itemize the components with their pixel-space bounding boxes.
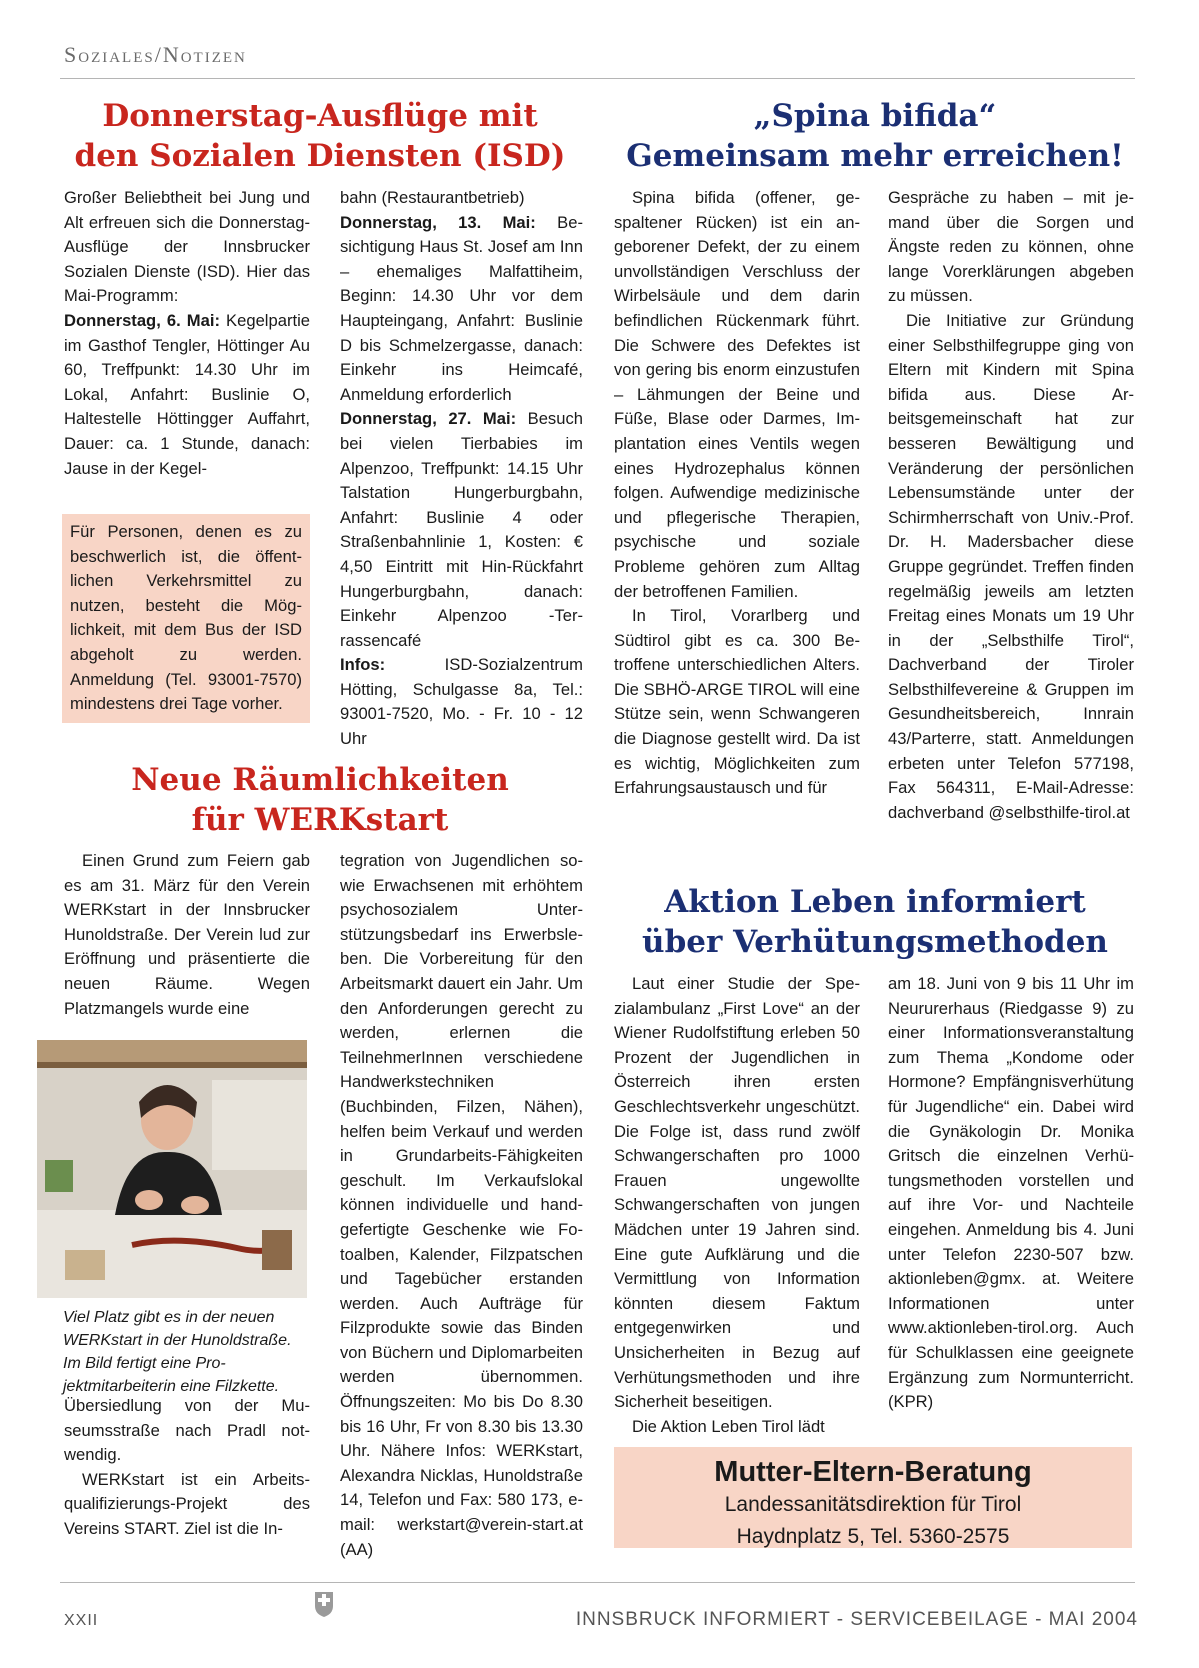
article3-para-3: Gespräche zu haben – mit jemand über die Sorgen und Ängste reden zu können, ohne lange Vorerklärungen abgeben zu müssen. bbox=[888, 188, 1134, 306]
article1-headline bbox=[60, 96, 580, 176]
article1-event-2: Donnerstag, 13. Mai: Besichtigung Haus St. Josef am Inn – ehemaliges Malfattiheim, Beginn: 14.30 Uhr vor dem Haupteingang, Anfahrt: Buslinie D bis Schmelzergasse, danach: Einkehr ins Heimcafé, Anmeldung erforderlich bbox=[340, 212, 583, 404]
article4-para-3: am 18. Juni von 9 bis 11 Uhr im Neururerhaus (Riedgasse 9) zu einer Informationsveranstaltung zum Thema „Kondome oder Hormone? Empfängnisverhütung für Jugendliche“ ein. Dabei wird die Gynäkologin Dr. Monika Gritsch die einzelnen Verhütungsmethoden vorstellen und auf ihre Vor- und Nachteile eingehen. Anmeldung bis 4. Juni unter Telefon 2230-507 bzw. aktionleben@gmx. at. Weitere Informationen unter www.aktionleben-tirol.org. Auch für Schulklassen eine geeignete Ergänzung zum Normunterricht. (KPR) bbox=[888, 974, 1134, 1412]
publication-title: INNSBRUCK INFORMIERT - SERVICEBEILAGE - MAI 2004 bbox=[575, 1609, 1138, 1630]
article3-col2 bbox=[888, 186, 1134, 825]
article3-headline-line1: „Spina bifida“ bbox=[753, 98, 997, 134]
header-rule bbox=[60, 78, 1135, 79]
article2-para-2: Übersiedlung von der Museumsstraße nach Pradl notwendig. bbox=[64, 1396, 310, 1465]
article1-event-3: Donnerstag, 27. Mai: Besuch bei vielen Tierbabies im Alpenzoo, Treffpunkt: 14.15 Uhr Talstation Hungerburgbahn, Anfahrt: Buslinie 4 oder Straßenbahnlinie 1, Kosten: € 4,50 Eintritt mit Hin-Rückfahrt Hungerburgbahn, danach: Einkehr Alpenzoo -Terrassencafé bbox=[340, 409, 583, 650]
article3-col1 bbox=[614, 186, 860, 801]
article2-col1a bbox=[64, 849, 310, 1021]
article1-event-1-cont: bahn (Restaurantbetrieb) bbox=[340, 188, 525, 207]
article3-headline bbox=[610, 96, 1140, 176]
article4-col2 bbox=[888, 972, 1134, 1415]
article3-para-1: Spina bifida (offener, gespaltener Rücken) ist ein angeborener Defekt, der zu einem unvollständigen Verschluss der Wirbelsäule und dem darin befindlichen Rückenmark führt. Die Schwere des Defektes ist von gering bis enorm einzustufen – Lähmungen der Beine und Füße, Blase oder Darmes, Implantation eines Ventils wegen eines Hydrozephalus können folgen. Aufwendige medizinische und pflegerische Therapien, psychische und soziale Probleme gehören zum Alltag der betroffenen Familien. bbox=[614, 188, 860, 601]
article2-intro: Einen Grund zum Feiern gab es am 31. März für den Verein WERKstart in der Innsbrucker Hunoldstraße. Der Verein lud zur Eröffnung und präsentierte die neuen Räume. Wegen Platzmangels wurde eine bbox=[64, 851, 310, 1018]
article1-headline-line1: Donnerstag-Ausflüge mit bbox=[102, 98, 538, 134]
article1-col1 bbox=[64, 186, 310, 481]
article3-headline-line2: Gemeinsam mehr erreichen! bbox=[626, 138, 1124, 174]
article1-event-1: Donnerstag, 6. Mai: Kegelpartie im Gasthof Tengler, Höttinger Au 60, Treffpunkt: 14.30 Uhr im Lokal, Anfahrt: Buslinie O, Haltestelle Höttingger Auffahrt, Dauer: ca. 1 Stunde, danach: Jause in der Kegel- bbox=[64, 310, 311, 478]
article4-headline-line1: Aktion Leben informiert bbox=[664, 884, 1086, 920]
article2-headline-line2: für WERKstart bbox=[191, 802, 449, 838]
ad-line-2: Haydnplatz 5, Tel. 5360-2575 bbox=[736, 1525, 1010, 1548]
article3-para-2: In Tirol, Vorarlberg und Südtirol gibt es ca. 300 Betroffene unterschiedlichen Alters. Die SBHÖ-ARGE TIROL will eine Stütze sein, wenn Schwangeren die Diagnose gestellt wird. Da ist es wichtig, Möglichkeiten zum Erfahrungsaustausch und für bbox=[614, 606, 860, 798]
ad-title: Mutter-Eltern-Beratung bbox=[714, 1456, 1032, 1488]
werkstart-photo bbox=[37, 1040, 307, 1298]
photo-caption: Viel Platz gibt es in der neuen WERKstart in der Hunoldstraße. Im Bild fertigt eine Projektmitarbeiterin eine Filzkette. bbox=[63, 1309, 292, 1395]
article1-callout: Für Personen, denen es zu beschwerlich ist, die öffentlichen Verkehrsmittel zu nutzen, besteht die Möglichkeit, mit dem Bus der ISD abgeholt zu werden. Anmeldung (Tel. 93001-7570) mindestens drei Tage vorher. bbox=[62, 514, 310, 723]
page-number: XXII bbox=[64, 1612, 99, 1629]
article2-col2 bbox=[340, 849, 583, 1562]
article1-col2 bbox=[340, 186, 583, 752]
mutter-eltern-beratung-box bbox=[614, 1447, 1132, 1548]
article4-col1 bbox=[614, 972, 860, 1439]
ad-line-1: Landessanitätsdirektion für Tirol bbox=[724, 1493, 1022, 1516]
article4-headline-line2: über Verhütungsmethoden bbox=[642, 924, 1108, 960]
article4-para-2: Die Aktion Leben Tirol lädt bbox=[632, 1416, 825, 1436]
article1-infos: Infos: ISD-Sozialzentrum Hötting, Schulgasse 8a, Tel.: 93001-7520, Mo. - Fr. 10 - 12 Uhr bbox=[340, 655, 583, 749]
article2-para-4: tegration von Jugendlichen sowie Erwachsenen mit erhöhtem psychosozialem Unterstützungsbedarf ins Erwerbsleben. Die Vorbereitung für den Arbeitsmarkt dauert ein Jahr. Um den Anforderungen gerecht zu werden, erlernen die TeilnehmerInnen verschiedene Handwerkstechniken (Buchbinden, Filzen, Nähen), helfen beim Verkauf und werden in Grundarbeits-Fähigkeiten geschult. Im Verkaufslokal können individuelle und handgefertigte Geschenke wie Fotoalben, Kalender, Filzpatschen und Tagebücher erstanden werden. Auch Aufträge für Filzprodukte sowie das Binden von Büchern und Diplomarbeiten werden übernommen. Öffnungszeiten: Mo bis Do 8.30 bis 16 Uhr, Fr von 8.30 bis 13.30 Uhr. Nähere Infos: WERKstart, Alexandra Nicklas, Hunoldstraße 14, Telefon und Fax: 580 173, e-mail: werkstart@verein-start.at (AA) bbox=[340, 851, 583, 1559]
werkstart-photo-illustration bbox=[37, 1040, 307, 1298]
article1-headline-line2: den Sozialen Diensten (ISD) bbox=[74, 138, 566, 174]
innsbruck-crest-icon bbox=[313, 1590, 335, 1618]
article3-para-4: Die Initiative zur Gründung einer Selbsthilfegruppe ging von Eltern mit Kindern mit Spina bifida aus. Diese Arbeitsgemeinschaft hat zur besseren Bewältigung und Veränderung der persönlichen Lebensumstände unter der Schirmherrschaft von Univ.-Prof. Dr. H. Madersbacher diese Gruppe gegründet. Treffen finden regelmäßig jeweils am letzten Freitag eines Monats um 19 Uhr in der „Selbsthilfe Tirol“, Dachverband der Tiroler Selbsthilfevereine & Gruppen im Gesundheitsbereich, Innrain 43/Parterre, statt. Anmeldungen erbeten unter Telefon 577198, Fax 564311, E-Mail-Adresse: dachverband @selbsthilfe-tirol.at bbox=[888, 310, 1134, 822]
section-header: Soziales/Notizen bbox=[64, 42, 247, 67]
article1-intro: Großer Beliebtheit bei Jung und Alt erfreuen sich die Donnerstag-Ausflüge der Innsbrucker Sozialen Dienste (ISD). Hier das Mai-Programm: bbox=[64, 188, 310, 306]
article2-col1b bbox=[64, 1394, 310, 1542]
article2-para-3: WERKstart ist ein Arbeitsqualifizierungs-Projekt des Vereins START. Ziel ist die In- bbox=[64, 1469, 310, 1538]
article2-headline bbox=[60, 760, 580, 840]
article4-para-1: Laut einer Studie der Spezialambulanz „First Love“ an der Wiener Rudolfstiftung erleben 50 Prozent der Jugendlichen in Österreich ihren ersten Geschlechtsverkehr ungeschützt. Die Folge ist, dass rund zwölf Schwangerschaften pro 1000 Frauen ungewollte Schwangerschaften von jungen Mädchen unter 19 Jahren sind. Eine gute Aufklärung und die Vermittlung von Information könnten diesem Faktum entgegenwirken und Unsicherheiten in Bezug auf Verhütungsmethoden und ihre Sicherheit beseitigen. bbox=[614, 974, 860, 1412]
article2-headline-line1: Neue Räumlichkeiten bbox=[131, 762, 509, 798]
footer-rule bbox=[60, 1582, 1135, 1583]
article4-headline bbox=[610, 882, 1140, 962]
